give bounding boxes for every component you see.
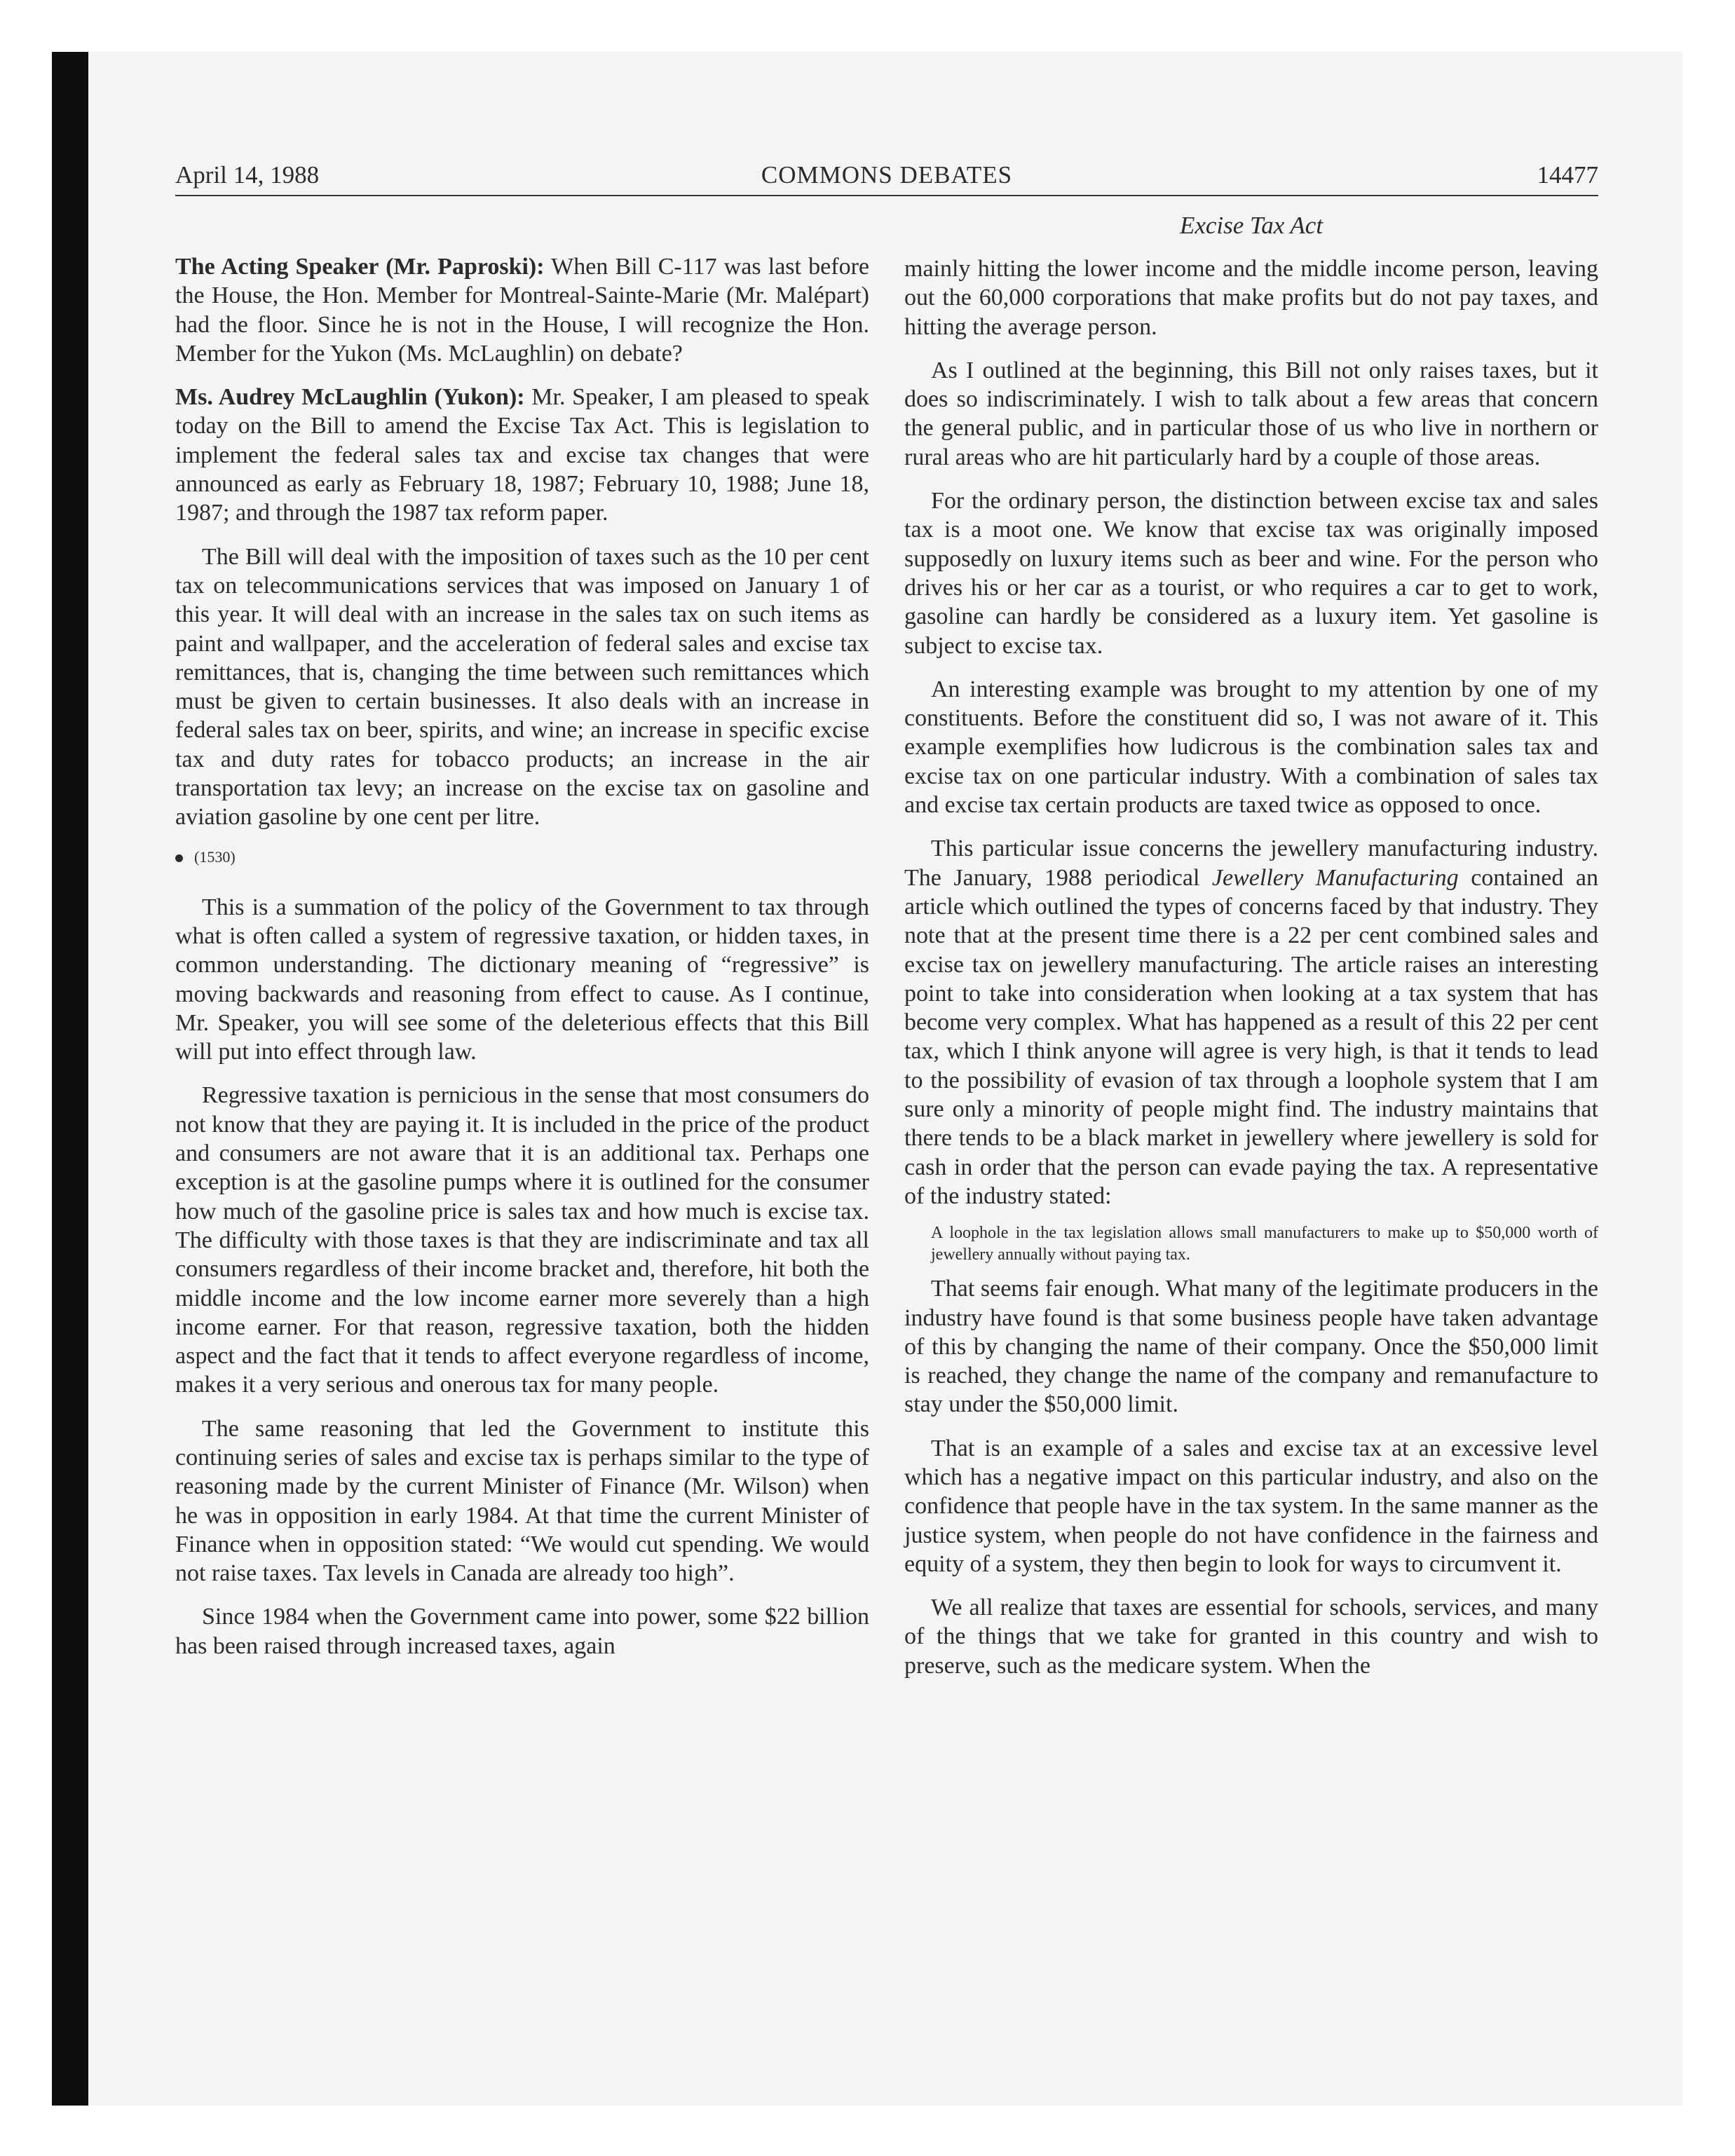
paragraph: The Bill will deal with the imposition of taxes such as the 10 per cent tax on telecommunications services that was imposed on January 1 of this year. It will deal with an increase in the sales tax on such items as paint and wallpaper, and the acceleration of federal sales and excise tax remittances, that is, changing the time between such remittances which must be given to certain businesses. It also deals with an increase in federal sales tax on beer, spirits, and wine; an increase in specific excise tax and duty rates for tobacco products; an increase in the air transportation tax levy; an increase on the excise tax on gasoline and aviation gasoline by one cent per litre.	[175, 543, 869, 831]
scan-binding-edge	[52, 52, 88, 2106]
paragraph: That is an example of a sales and excise tax at an excessive level which has a negative impact on this particular industry, and also on the confidence that people have in the tax system. In the same manner as the justice system, when people do not have confidence in the fairness and equity of a system, they then begin to look for ways to circumvent it.	[904, 1435, 1598, 1577]
paragraph-acting-speaker	[175, 252, 869, 368]
section-title: Excise Tax Act	[1179, 212, 1324, 239]
speaker-name: The Acting Speaker (Mr. Paproski):	[175, 254, 545, 280]
paragraph: The same reasoning that led the Government to institute this continuing series of sales and excise tax is perhaps similar to the type of reasoning made by the current Minister of Finance (Mr. Wilson) when he was in opposition in early 1984. At that time the current Minister of Finance when in opposition stated: “We would cut spending. We would not raise taxes. Tax levels in Canada are already too high”.	[175, 1415, 869, 1587]
paragraph: Since 1984 when the Government came into power, some $22 billion has been raised through increased taxes, again	[175, 1604, 869, 1659]
paragraph: For the ordinary person, the distinction between excise tax and sales tax is a moot one. We know that excise tax was originally imposed supposedly on luxury items such as beer and wine. For the person who drives his or her car as a tourist, or who requires a car to get to work, gasoline can hardly be considered as a luxury item. Yet gasoline is subject to excise tax.	[904, 488, 1598, 659]
running-header	[175, 160, 1598, 196]
block-quote: A loophole in the tax legislation allows small manufacturers to make up to $50,000 worth of jewellery annually without paying tax.	[931, 1224, 1598, 1264]
paragraph: This is a summation of the policy of the Government to tax through what is often called a system of regressive taxation, or hidden taxes, in common understanding. The dictionary meaning of “regressive” is moving backwards and reasoning from effect to cause. As I continue, Mr. Speaker, you will see some of the deleterious effects that this Bill will put into effect through law.	[175, 894, 869, 1065]
header-journal-title: COMMONS DEBATES	[761, 161, 1013, 189]
left-column	[175, 252, 869, 1675]
header-page-number: 14477	[1537, 161, 1598, 189]
paragraph-jewellery	[904, 834, 1598, 1210]
time-stamp-text: (1530)	[194, 847, 236, 866]
paragraph: An interesting example was brought to my attention by one of my constituents. Before the constituent did so, I was not aware of it. This example exemplifies how ludicrous is the combination sales tax and excise tax on one particular industry. With a combination of sales tax and excise tax certain products are taxed twice as opposed to once.	[904, 676, 1598, 819]
time-stamp	[175, 847, 869, 868]
text-span: contained an article which outlined the types of concerns faced by that industry. They note that at the present time there is a 22 per cent combined sales and excise tax on jewellery manufacturing. The article raises an interesting point to take into consideration when looking at a tax system that has become very complex. What has happened as a result of this 22 per cent tax, which I think anyone will agree is very high, is that it tends to lead to the possibility of evasion of tax through a loophole system that I am sure only a minority of people might find. The industry maintains that there tends to be a black market in jewellery where jewellery is sold for cash in order that the person can evade paying the tax. A representative of the industry stated:	[904, 864, 1598, 1209]
text-span: This particular issue concerns the jewellery manufacturing industry. The January, 1988 periodical	[904, 835, 1598, 891]
speaker-name: Ms. Audrey McLaughlin (Yukon):	[175, 384, 525, 411]
bullet-icon	[175, 854, 183, 862]
paragraph: That seems fair enough. What many of the legitimate producers in the industry have found is that some business people have taken advantage of this by changing the name of their company. Once the $50,000 limit is reached, they change the name of the company and remanufacture to stay under the $50,000 limit.	[904, 1276, 1598, 1418]
right-column	[904, 254, 1598, 1695]
speech-text: When Bill C-117 was last before the House, the Hon. Member for Montreal-Sainte-Marie (Mr. Malépart) had the floor. Since he is not in the House, I will recognize the Hon. Member for the Yukon (Ms. McLaughlin) on debate?	[175, 254, 869, 367]
paragraph: We all realize that taxes are essential for schools, services, and many of the things that we take for granted in this country and wish to preserve, such as the medicare system. When the	[904, 1595, 1598, 1679]
paragraph: Regressive taxation is pernicious in the sense that most consumers do not know that they are paying it. It is included in the price of the product and consumers are not aware that it is an additional tax. Perhaps one exception is at the gasoline pumps where it is outlined for the consumer how much of the gasoline price is sales tax and how much is excise tax. The difficulty with those taxes is that they are indiscriminate and tax all consumers regardless of their income bracket and, therefore, hit both the middle income and the low income earner more severely than a high income earner. For that reason, regressive taxation, both the hidden aspect and the fact that it tends to affect everyone regardless of income, makes it a very serious and onerous tax for many people.	[175, 1082, 869, 1398]
periodical-title: Jewellery Manufacturing	[1211, 864, 1459, 891]
paragraph-mclaughlin	[175, 383, 869, 527]
speech-text: Mr. Speaker, I am pleased to speak today on the Bill to amend the Excise Tax Act. This is legislation to implement the federal sales tax and excise tax changes that were announced as early as February 18, 1987; February 10, 1988; June 18, 1987; and through the 1987 tax reform paper.	[175, 384, 869, 526]
paragraph: As I outlined at the beginning, this Bill not only raises taxes, but it does so indiscriminately. I wish to talk about a few areas that concern the general public, and in particular those of us who live in northern or rural areas who are hit particularly hard by a couple of those areas.	[904, 357, 1598, 470]
header-date: April 14, 1988	[175, 161, 320, 189]
paragraph: mainly hitting the lower income and the middle income person, leaving out the 60,000 corporations that make profits but do not pay taxes, and hitting the average person.	[904, 256, 1598, 340]
